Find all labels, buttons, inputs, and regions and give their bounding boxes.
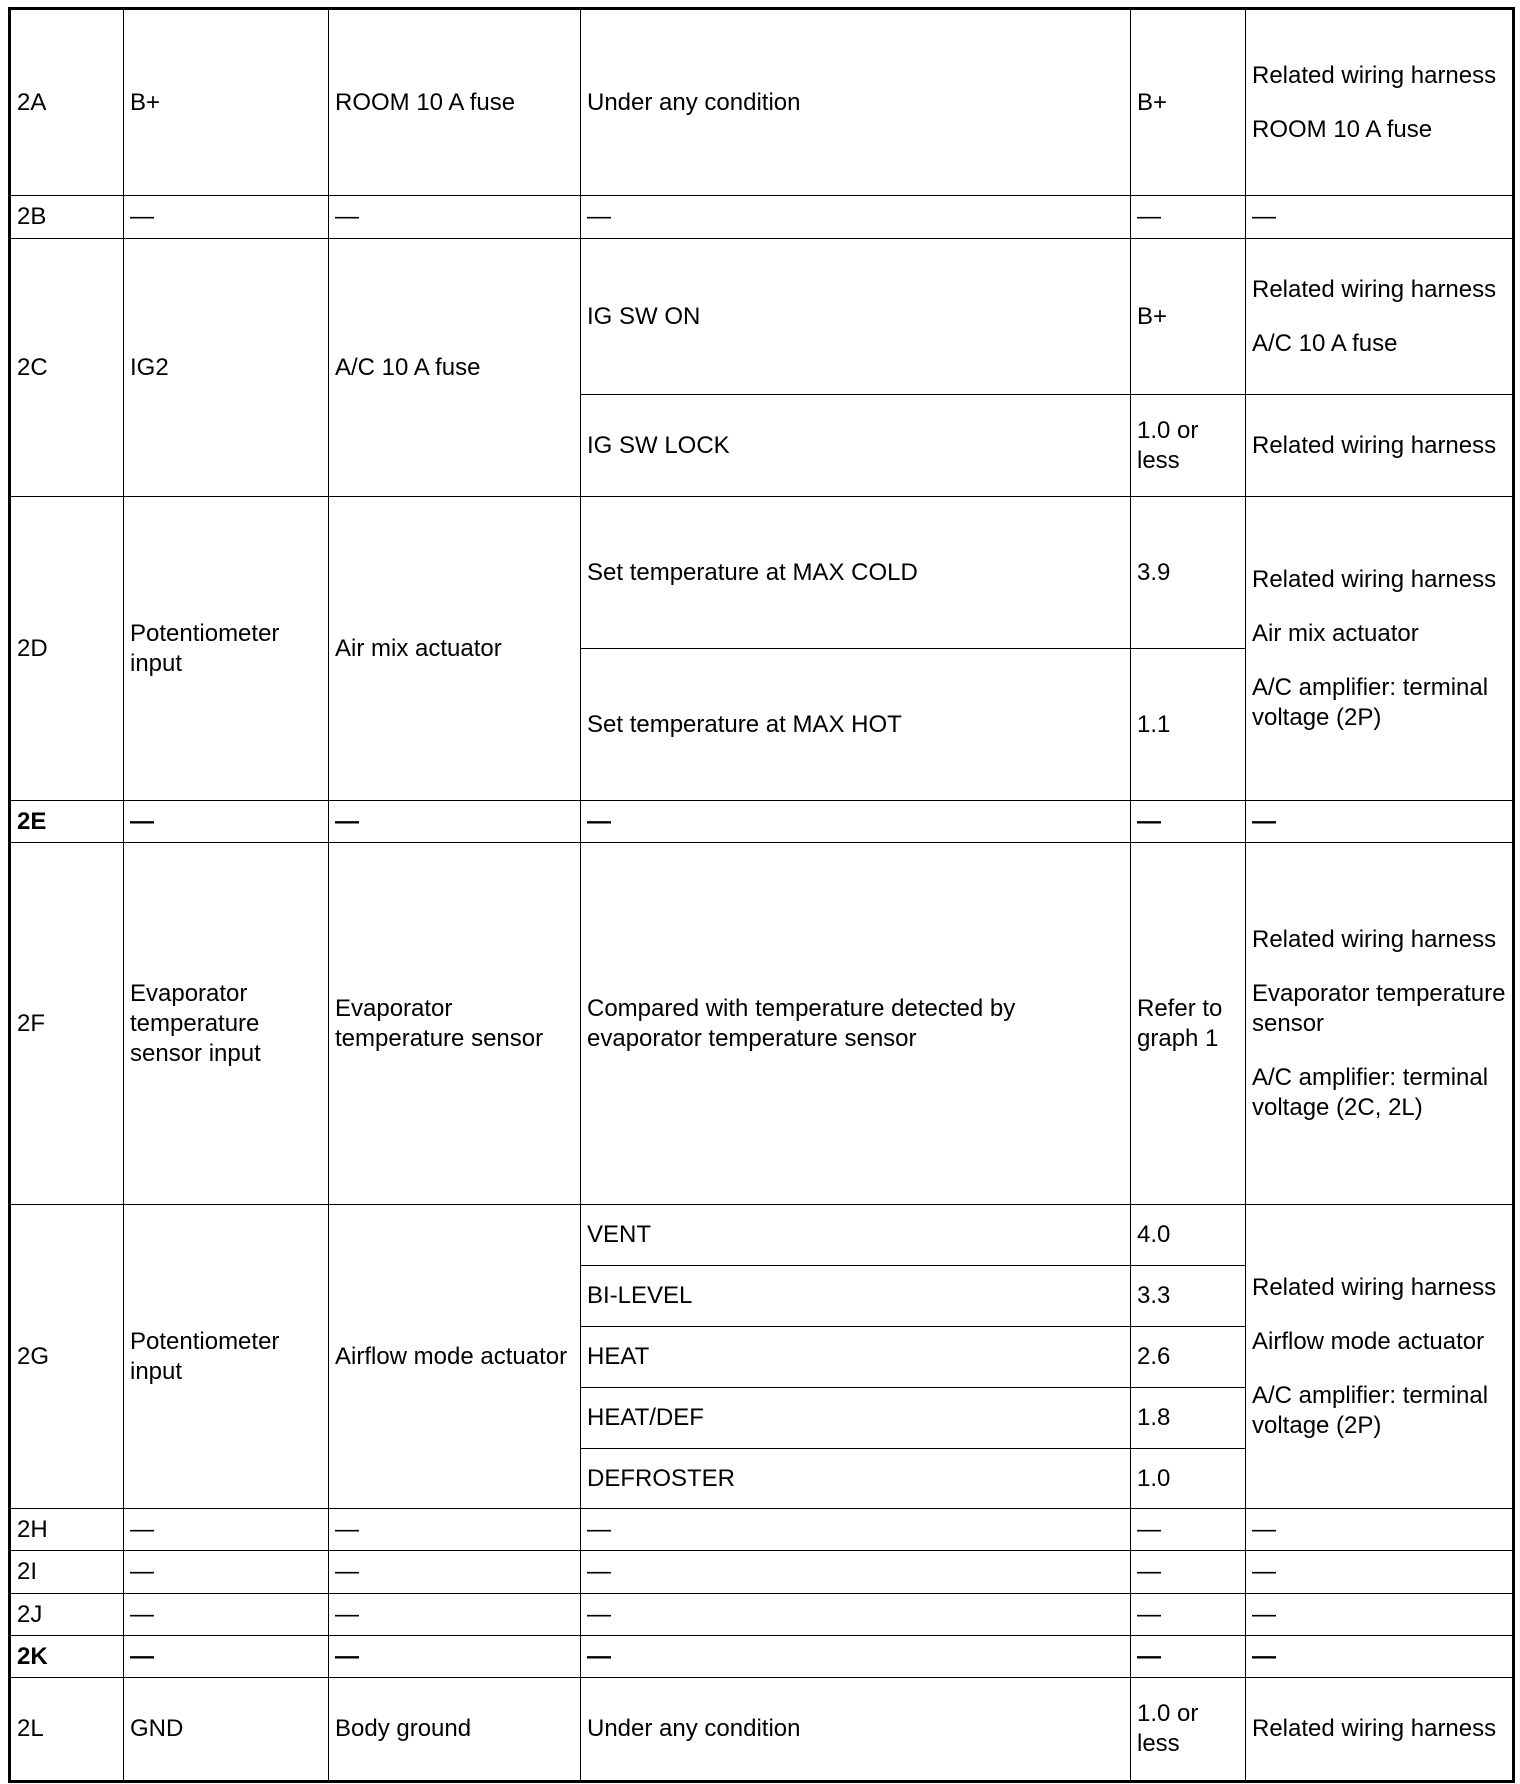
connected-to-cell: Air mix actuator (329, 497, 581, 801)
notes-item: Evaporator temperature sensor (1252, 979, 1506, 1063)
notes-cell: — (1246, 1551, 1514, 1594)
voltage-cell: — (1131, 1551, 1246, 1594)
voltage-cell: B+ (1131, 9, 1246, 196)
table-row-2a (10, 9, 1514, 196)
condition-cell: — (581, 196, 1131, 239)
notes-item: ROOM 10 A fuse (1252, 115, 1506, 145)
notes-item: Airflow mode actuator (1252, 1327, 1506, 1381)
condition-cell: — (581, 1636, 1131, 1678)
voltage-cell: — (1131, 1636, 1246, 1678)
notes-item: Related wiring harness (1252, 925, 1506, 979)
notes-cell (1246, 843, 1514, 1205)
terminal-cell: 2D (10, 497, 124, 801)
condition-cell: IG SW ON (581, 239, 1131, 395)
table-row-2d (10, 497, 1514, 649)
voltage-cell: 3.9 (1131, 497, 1246, 649)
condition-cell: — (581, 1551, 1131, 1594)
terminal-cell: 2F (10, 843, 124, 1205)
condition-cell: DEFROSTER (581, 1449, 1131, 1509)
signal-cell: — (124, 1594, 329, 1636)
notes-cell: — (1246, 1594, 1514, 1636)
notes-cell (1246, 395, 1514, 497)
notes-cell: — (1246, 1509, 1514, 1551)
terminal-cell: 2C (10, 239, 124, 497)
terminal-cell: 2H (10, 1509, 124, 1551)
signal-cell: IG2 (124, 239, 329, 497)
voltage-cell: Refer to graph 1 (1131, 843, 1246, 1205)
notes-item: A/C amplifier: terminal voltage (2P) (1252, 1381, 1506, 1441)
notes-cell: — (1246, 1636, 1514, 1678)
condition-cell: — (581, 1594, 1131, 1636)
table-row-2b (10, 196, 1514, 239)
terminal-cell: 2L (10, 1678, 124, 1782)
condition-cell: IG SW LOCK (581, 395, 1131, 497)
connected-to-cell: — (329, 1551, 581, 1594)
condition-cell: VENT (581, 1205, 1131, 1266)
voltage-cell: 1.8 (1131, 1388, 1246, 1449)
voltage-cell: — (1131, 196, 1246, 239)
signal-cell: GND (124, 1678, 329, 1782)
connected-to-cell: — (329, 801, 581, 843)
condition-cell: Set temperature at MAX HOT (581, 649, 1131, 801)
terminal-voltage-table-sheet (8, 7, 1512, 1783)
connected-to-cell: Body ground (329, 1678, 581, 1782)
voltage-cell: 1.0 or less (1131, 1678, 1246, 1782)
connected-to-cell: Evaporator temperature sensor (329, 843, 581, 1205)
connected-to-cell: — (329, 1636, 581, 1678)
notes-cell: — (1246, 196, 1514, 239)
signal-cell: — (124, 196, 329, 239)
table-row-2e (10, 801, 1514, 843)
notes-list (1252, 275, 1506, 359)
notes-item: A/C amplifier: terminal voltage (2C, 2L) (1252, 1063, 1506, 1123)
connected-to-cell: A/C 10 A fuse (329, 239, 581, 497)
notes-item: Related wiring harness (1252, 565, 1506, 619)
voltage-cell: 1.0 or less (1131, 395, 1246, 497)
notes-cell: — (1246, 801, 1514, 843)
connected-to-cell: — (329, 1509, 581, 1551)
condition-cell: Set temperature at MAX COLD (581, 497, 1131, 649)
voltage-cell: — (1131, 1509, 1246, 1551)
connected-to-cell: ROOM 10 A fuse (329, 9, 581, 196)
condition-cell: BI-LEVEL (581, 1266, 1131, 1327)
signal-cell: — (124, 1636, 329, 1678)
condition-cell: Under any condition (581, 1678, 1131, 1782)
signal-cell: Potentiometer input (124, 497, 329, 801)
notes-list (1252, 431, 1506, 461)
voltage-cell: — (1131, 801, 1246, 843)
notes-cell (1246, 1205, 1514, 1509)
notes-item: Related wiring harness (1252, 275, 1506, 329)
condition-cell: — (581, 801, 1131, 843)
notes-item: A/C 10 A fuse (1252, 329, 1506, 359)
voltage-cell: 1.0 (1131, 1449, 1246, 1509)
condition-cell: HEAT/DEF (581, 1388, 1131, 1449)
notes-cell (1246, 239, 1514, 395)
table-row-2j (10, 1594, 1514, 1636)
voltage-cell: B+ (1131, 239, 1246, 395)
signal-cell: Evaporator temperature sensor input (124, 843, 329, 1205)
voltage-cell: — (1131, 1594, 1246, 1636)
condition-cell: Compared with temperature detected by evaporator temperature sensor (581, 843, 1131, 1205)
table-row-2f (10, 843, 1514, 1205)
notes-item: Related wiring harness (1252, 61, 1506, 115)
notes-item: A/C amplifier: terminal voltage (2P) (1252, 673, 1506, 733)
condition-cell: — (581, 1509, 1131, 1551)
connected-to-cell: — (329, 1594, 581, 1636)
voltage-cell: 4.0 (1131, 1205, 1246, 1266)
terminal-cell: 2K (10, 1636, 124, 1678)
notes-item: Air mix actuator (1252, 619, 1506, 673)
table-row-2g (10, 1205, 1514, 1266)
table-row-2l (10, 1678, 1514, 1782)
table-row-2i (10, 1551, 1514, 1594)
notes-list (1252, 925, 1506, 1123)
notes-list (1252, 61, 1506, 145)
voltage-cell: 2.6 (1131, 1327, 1246, 1388)
table-row-2c (10, 239, 1514, 395)
notes-list (1252, 565, 1506, 733)
terminal-cell: 2A (10, 9, 124, 196)
voltage-cell: 3.3 (1131, 1266, 1246, 1327)
signal-cell: B+ (124, 9, 329, 196)
notes-item: Related wiring harness (1252, 431, 1506, 461)
notes-item: Related wiring harness (1252, 1273, 1506, 1327)
signal-cell: — (124, 1509, 329, 1551)
table-row-2h (10, 1509, 1514, 1551)
terminal-cell: 2E (10, 801, 124, 843)
terminal-voltage-table (8, 7, 1515, 1783)
voltage-cell: 1.1 (1131, 649, 1246, 801)
notes-item: Related wiring harness (1252, 1714, 1506, 1744)
notes-list (1252, 1273, 1506, 1441)
condition-cell: Under any condition (581, 9, 1131, 196)
terminal-cell: 2I (10, 1551, 124, 1594)
connected-to-cell: Airflow mode actuator (329, 1205, 581, 1509)
notes-cell (1246, 497, 1514, 801)
notes-list (1252, 1714, 1506, 1744)
signal-cell: — (124, 1551, 329, 1594)
signal-cell: Potentiometer input (124, 1205, 329, 1509)
condition-cell: HEAT (581, 1327, 1131, 1388)
connected-to-cell: — (329, 196, 581, 239)
notes-cell (1246, 1678, 1514, 1782)
terminal-cell: 2B (10, 196, 124, 239)
table-row-2k (10, 1636, 1514, 1678)
signal-cell: — (124, 801, 329, 843)
notes-cell (1246, 9, 1514, 196)
terminal-cell: 2J (10, 1594, 124, 1636)
terminal-cell: 2G (10, 1205, 124, 1509)
